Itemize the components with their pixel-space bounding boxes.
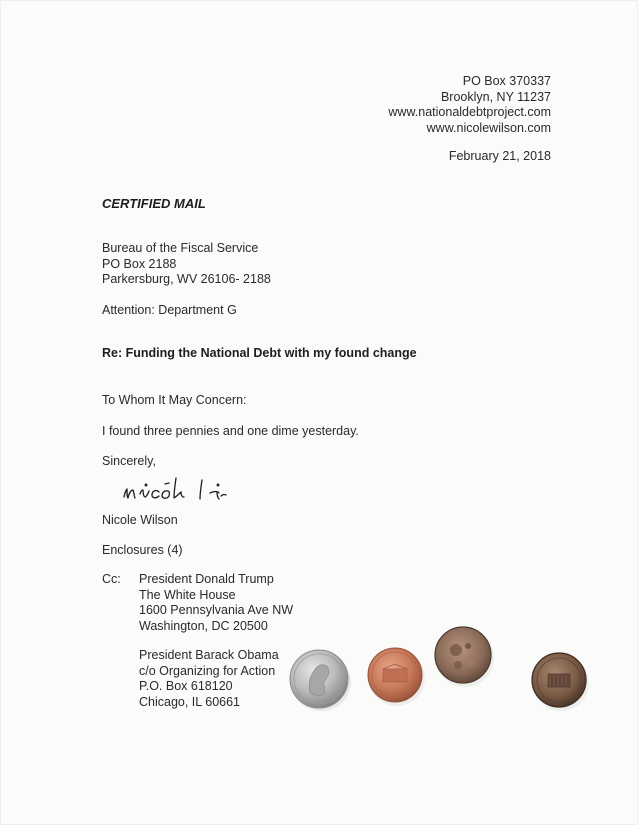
dark-penny-coin [529, 650, 591, 712]
sender-website-2: www.nicolewilson.com [426, 120, 551, 135]
sender-website-1: www.nationaldebtproject.com [388, 105, 551, 119]
cc-recipient-obama [139, 648, 279, 710]
cc-line: President Barack Obama [139, 648, 279, 662]
recipient-name: Bureau of the Fiscal Service [102, 241, 259, 255]
cc-line: c/o Organizing for Action [139, 663, 276, 678]
dime-coin [288, 648, 352, 712]
attention-line: Attention: Department G [102, 303, 237, 317]
tarnished-penny-coin [432, 624, 496, 688]
sender-address [388, 74, 551, 136]
cc-line: The White House [139, 587, 236, 602]
subject-line: Re: Funding the National Debt with my found change [102, 346, 417, 360]
closing: Sincerely, [102, 454, 156, 468]
recipient-address [102, 241, 271, 288]
cc-line: P.O. Box 618120 [139, 679, 233, 693]
penny-coin [365, 645, 427, 707]
certified-mail-heading: CERTIFIED MAIL [102, 196, 206, 211]
recipient-po-box: PO Box 2188 [102, 256, 177, 271]
handwritten-signature [118, 470, 268, 508]
salutation: To Whom It May Concern: [102, 393, 247, 407]
cc-line: 1600 Pennsylvania Ave NW [139, 603, 294, 617]
letter-body: I found three pennies and one dime yesterday. [102, 424, 359, 438]
recipient-city: Parkersburg, WV 26106- 2188 [102, 272, 271, 286]
letter-date: February 21, 2018 [448, 149, 551, 163]
signer-name: Nicole Wilson [102, 513, 178, 527]
cc-line: President Donald Trump [139, 572, 274, 586]
cc-line: Chicago, IL 60661 [139, 694, 241, 709]
cc-label: Cc: [102, 572, 121, 586]
cc-line: Washington, DC 20500 [139, 618, 268, 633]
cc-recipient-trump [139, 572, 293, 634]
sender-po-box: PO Box 370337 [462, 74, 551, 88]
sender-city: Brooklyn, NY 11237 [440, 89, 551, 104]
enclosures-line: Enclosures (4) [102, 543, 183, 557]
